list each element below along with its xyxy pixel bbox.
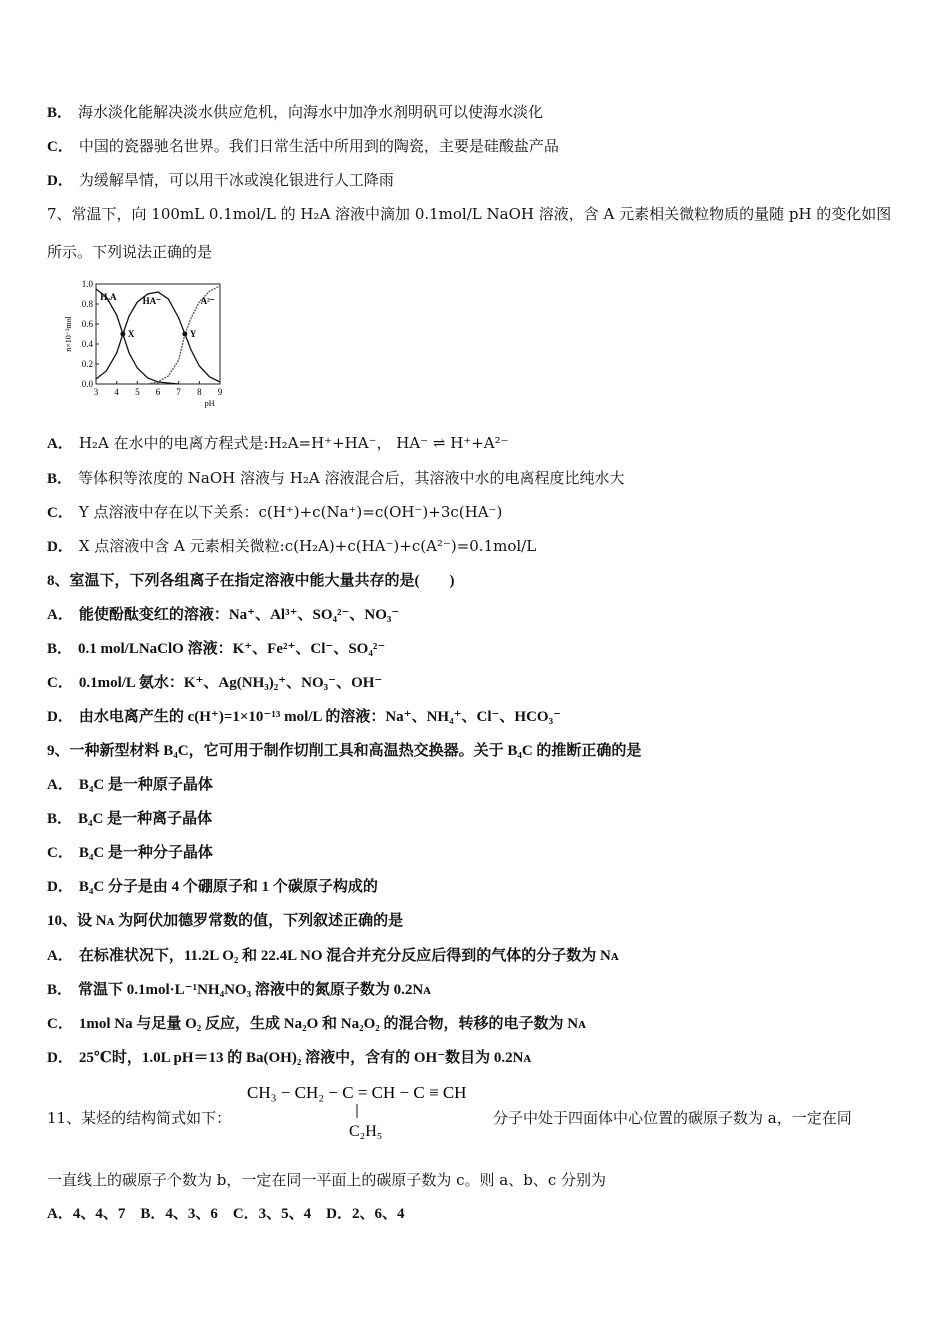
series-line-0 (96, 289, 179, 384)
options-q11: A．4、4、7 B．4、3、6 C．3、5、4 D．2、6、4 (47, 1206, 405, 1222)
series-label-2: A²⁻ (200, 296, 215, 306)
point-label-Y: Y (189, 329, 197, 339)
formula-branch: C₂H₅ (349, 1123, 383, 1140)
option-d-q9: D． B₄C 分子是由 4 个硼原子和 1 个碳原子构成的 (47, 879, 378, 895)
option-a-q10: A． 在标准状况下，11.2L O₂ 和 22.4L NO 混合并充分反应后得到的气体的分子数为 Nᴀ (47, 948, 619, 964)
option-a-q7: A． H₂A 在水中的电离方程式是:H₂A=H⁺+HA⁻， HA⁻ ⇌ H⁺+A²⁻ (47, 434, 509, 452)
y-tick-label: 0.2 (81, 359, 93, 369)
x-axis-label: pH (204, 399, 215, 408)
question-7-line2: 所示。下列说法正确的是 (47, 243, 213, 261)
point-label-X: X (127, 329, 135, 339)
option-a-q9: A． B₄C 是一种原子晶体 (47, 777, 213, 793)
option-c-q7: C． Y 点溶液中存在以下关系：c(H⁺)+c(Na⁺)=c(OH⁻)+3c(HA⁻) (47, 503, 503, 521)
question-11-cont: 分子中处于四面体中心位置的碳原子数为 a，一定在同 (493, 1109, 852, 1127)
x-tick-label: 5 (135, 387, 140, 397)
y-axis-label: n×10⁻²mol (64, 316, 73, 352)
point-X (120, 332, 125, 337)
option-c-q9: C． B₄C 是一种分子晶体 (47, 845, 213, 861)
option-d-q8: D． 由水电离产生的 c(H⁺)=1×10⁻¹³ mol/L 的溶液：Na⁺、NH₄⁺、Cl⁻、HCO₃⁻ (47, 709, 562, 725)
question-11-line2: 一直线上的碳原子个数为 b，一定在同一平面上的碳原子数为 c。则 a、b、c 分别为 (47, 1171, 607, 1189)
question-10: 10、设 Nᴀ 为阿伏加德罗常数的值，下列叙述正确的是 (47, 913, 404, 929)
option-b-q8: B． 0.1 mol/LNaClO 溶液：K⁺、Fe²⁺、Cl⁻、SO₄²⁻ (47, 641, 386, 657)
option-b-q6: B． 海水淡化能解决淡水供应危机，向海水中加净水剂明矾可以使海水淡化 (47, 103, 544, 121)
option-b-q10: B． 常温下 0.1mol·L⁻¹NH₄NO₃ 溶液中的氮原子数为 0.2Nᴀ (47, 982, 431, 998)
question-7-line1: 7、常温下，向 100mL 0.1mol/L 的 H₂A 溶液中滴加 0.1mol/L NaOH 溶液，含 A 元素相关微粒物质的量随 pH 的变化如图 (47, 205, 892, 223)
y-tick-label: 0.0 (81, 379, 93, 389)
series-label-0: H₂A (100, 292, 117, 302)
chart-labels (64, 279, 223, 408)
option-b-q7: B． 等体积等浓度的 NaOH 溶液与 H₂A 溶液混合后，其溶液中水的电离程度比纯水大 (47, 469, 625, 487)
option-d-q10: D． 25℃时，1.0L pH＝13 的 Ba(OH)₂ 溶液中，含有的 OH⁻数目为 0.2Nᴀ (47, 1050, 532, 1066)
option-d-q7: D． X 点溶液中含 A 元素相关微粒:c(H₂A)+c(HA⁻)+c(A²⁻)=0.1mol/L (47, 537, 537, 555)
x-tick-label: 3 (93, 387, 99, 397)
option-a-q8: A． 能使酚酞变红的溶液：Na⁺、Al³⁺、SO₄²⁻、NO₃⁻ (47, 607, 400, 623)
y-tick-label: 0.8 (81, 299, 93, 309)
x-tick-label: 4 (114, 387, 119, 397)
question-9: 9、一种新型材料 B₄C，它可用于制作切削工具和高温热交换器。关于 B₄C 的推断正确的是 (47, 743, 642, 759)
series-label-1: HA⁻ (142, 296, 161, 306)
question-11-intro: 11、某烃的结构简式如下： (47, 1109, 232, 1127)
structural-formula (245, 1078, 495, 1142)
x-tick-label: 9 (217, 387, 223, 397)
option-c-q10: C． 1mol Na 与足量 O₂ 反应，生成 Na₂O 和 Na₂O₂ 的混合物，转移的电子数为 Nᴀ (47, 1016, 586, 1032)
option-c-q8: C． 0.1mol/L 氨水：K⁺、Ag(NH₃)₂⁺、NO₃⁻、OH⁻ (47, 675, 383, 691)
option-c-q6: C． 中国的瓷器驰名世界。我们日常生活中所用到的陶瓷，主要是硅酸盐产品 (47, 137, 559, 155)
x-tick-label: 7 (176, 387, 181, 397)
y-tick-label: 0.6 (81, 319, 93, 329)
question-8: 8、室温下，下列各组离子在指定溶液中能大量共存的是( ) (47, 573, 455, 589)
point-Y (182, 332, 187, 337)
option-b-q9: B． B₄C 是一种离子晶体 (47, 811, 213, 827)
ph-distribution-chart (62, 276, 227, 416)
x-tick-label: 8 (197, 387, 202, 397)
x-tick-label: 6 (155, 387, 161, 397)
y-tick-label: 1.0 (81, 279, 93, 289)
formula-main-chain: CH₃ − CH₂ − C = CH − C ≡ CH (247, 1083, 467, 1102)
option-d-q6: D． 为缓解旱情，可以用干冰或溴化银进行人工降雨 (47, 171, 394, 189)
y-tick-label: 0.4 (81, 339, 93, 349)
